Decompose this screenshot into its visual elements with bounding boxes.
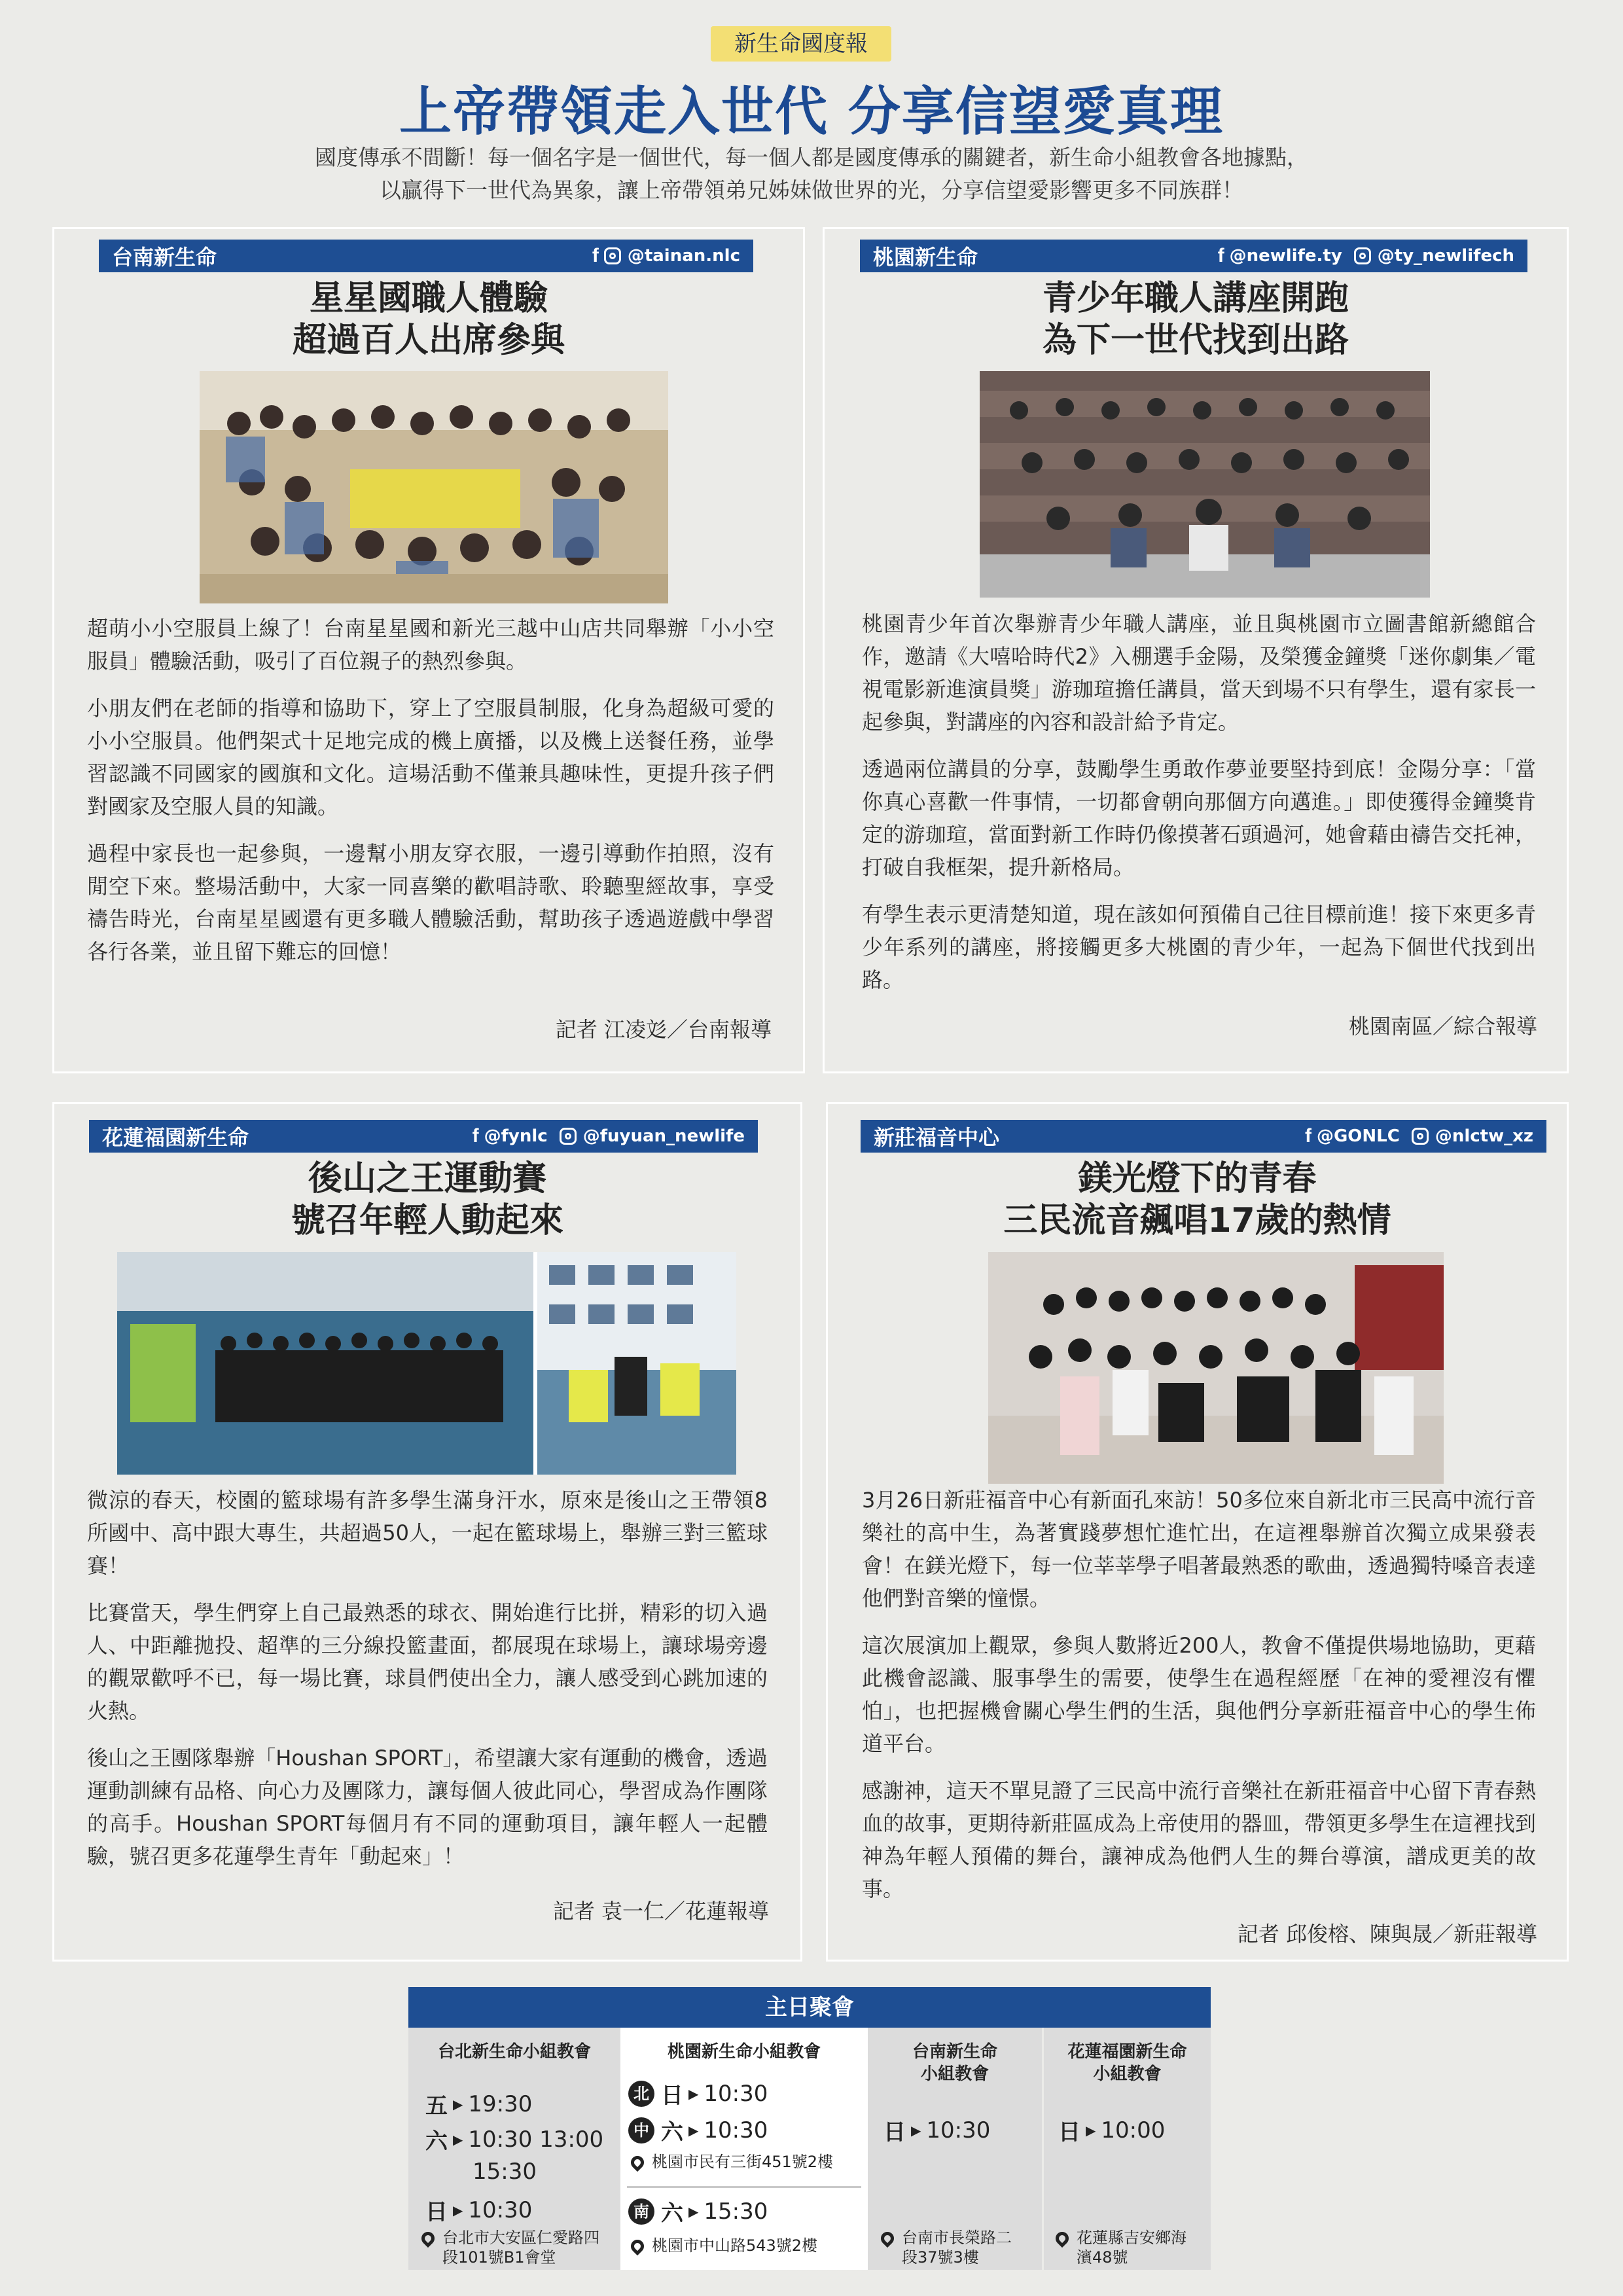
social-handle: @newlife.ty (1229, 246, 1342, 266)
church-name: 台南新生命 (112, 245, 217, 270)
church-name: 台北新生命小組教會 (437, 2042, 591, 2062)
arrow-icon: ▶ (453, 2131, 463, 2147)
social-link[interactable] (1218, 245, 1342, 267)
church-name (868, 2041, 1042, 2085)
paragraph: 小朋友們在老師的指導和協助下，穿上了空服員制服，化身為超級可愛的小小空服員。他們架式十足地完成的機上廣播，以及機上送餐任務，並學習認識不同國家的國旗和文化。這場活動不僅兼具趣味性，更提升孩子們對國家及空服人員的知識。 (87, 696, 774, 819)
intro-line: 以贏得下一世代為異象，讓上帝帶領弟兄姊妹做世界的光，分享信望愛影響更多不同族群！ (380, 177, 1243, 203)
address-line: 濱48號 (1077, 2248, 1128, 2267)
headline-line: 星星國職人體驗 (309, 279, 548, 318)
service-time (628, 2114, 768, 2146)
church-name: 桃園新生命 (873, 245, 978, 270)
paragraph: 微涼的春天，校園的籃球場有許多學生滿身汗水，原來是後山之王帶領8所國中、高中跟大專生，共超過50人，一起在籃球場上，舉辦三對三籃球賽！ (87, 1488, 768, 1578)
paragraph: 比賽當天，學生們穿上自己最熟悉的球衣、開始進行比拼，精彩的切入過人、中距離拋投、超準的三分線投籃畫面，都展現在球場上，讓球場旁邊的觀眾歡呼不已，每一場比賽，球員們使出全力，讓人感受到心跳加速的火熱。 (87, 1600, 768, 1723)
social-handles (1206, 245, 1514, 267)
day-label: 五 (425, 2093, 448, 2119)
district-badge: 中 (628, 2117, 654, 2144)
location-pin-icon (628, 2153, 647, 2172)
arrow-icon: ▶ (688, 2203, 699, 2219)
address-text (1077, 2228, 1186, 2267)
church-bar (99, 240, 753, 272)
facebook-icon: f (592, 245, 599, 266)
day-label: 日 (883, 2119, 906, 2145)
day-label: 六 (425, 2128, 448, 2155)
arrow-icon: ▶ (1086, 2122, 1096, 2138)
headline-line: 號召年輕人動起來 (291, 1201, 563, 1240)
paragraph: 透過兩位講員的分享，鼓勵學生勇敢作夢並要堅持到底！金陽分享：「當你真心喜歡一件事情，一切都會朝向那個方向邁進。」即使獲得金鐘獎肯定的游珈瑄，當面對新工作時仍像摸著石頭過河，她會藉由禱告交托神，打破自我框架，提升新格局。 (862, 757, 1536, 880)
byline: 記者 袁一仁／花蓮報導 (552, 1899, 769, 1924)
church-bar (89, 1120, 758, 1153)
facebook-icon: f (1217, 245, 1224, 266)
address-text (442, 2228, 599, 2267)
headline-line: 三民流音飆唱17歲的熱情 (1003, 1201, 1391, 1240)
address-line: 段37號3樓 (902, 2248, 979, 2267)
page-title: 上帝帶領走入世代 分享信望愛真理 (399, 81, 1224, 142)
time: 10:30 (926, 2117, 991, 2144)
social-link[interactable] (560, 1126, 745, 1146)
headline-line: 鎂光燈下的青春 (1078, 1159, 1317, 1198)
instagram-icon (1354, 247, 1371, 264)
article-headline (828, 1158, 1567, 1242)
social-link[interactable] (473, 1125, 548, 1147)
church-name-line: 花蓮福園新生命 (1067, 2042, 1187, 2062)
article-headline (54, 1158, 800, 1242)
day-label: 日 (1058, 2119, 1080, 2145)
time: 10:30 (704, 2080, 768, 2107)
schedule-column-hualien (1042, 2028, 1211, 2270)
article-card-tainan (52, 227, 805, 1073)
article-card-taoyuan (823, 227, 1569, 1073)
time: 15:30 (704, 2198, 768, 2225)
address[interactable] (628, 2236, 817, 2255)
article-photo (200, 371, 668, 603)
arrow-icon: ▶ (453, 2096, 463, 2112)
article-body (87, 612, 774, 982)
time: 15:30 (473, 2159, 537, 2185)
divider (627, 2186, 861, 2188)
time: 10:00 (1101, 2117, 1166, 2144)
time: 10:30 (468, 2197, 533, 2223)
facebook-icon: f (472, 1125, 479, 1147)
church-bar (861, 1120, 1546, 1153)
paragraph: 感謝神，這天不單見證了三民高中流行音樂社在新莊福音中心留下青春熱血的故事，更期待新莊區成為上帝使用的器皿，帶領更多學生在這裡找到神為年輕人預備的舞台，讓神成為他們人生的舞台導演，譜成更美的故事。 (862, 1778, 1536, 1901)
paragraph: 過程中家長也一起參與，一邊幫小朋友穿衣服，一邊引導動作拍照，沒有閒空下來。整場活動中，大家一同喜樂的歡唱詩歌、聆聽聖經故事，享受禱告時光，台南星星國還有更多職人體驗活動，幫助孩子透過遊戲中學習各行各業，並且留下難忘的回憶！ (87, 841, 774, 964)
address-line: 段101號B1會堂 (442, 2248, 556, 2267)
schedule-title: 主日聚會 (408, 1987, 1211, 2028)
address-text: 桃園市民有三街451號2樓 (652, 2153, 834, 2171)
article-photo (988, 1252, 1444, 1484)
church-name: 桃園新生命小組教會 (667, 2042, 821, 2062)
paragraph: 超萌小小空服員上線了！台南星星國和新光三越中山店共同舉辦「小小空服員」體驗活動，吸引了百位親子的熱烈參與。 (87, 616, 774, 673)
social-link[interactable] (1305, 1125, 1400, 1147)
social-handle: @GONLC (1316, 1126, 1400, 1146)
facebook-icon: f (1304, 1125, 1311, 1147)
address[interactable] (1053, 2228, 1186, 2267)
social-handle: @ty_newlifech (1377, 246, 1514, 266)
address-text: 桃園市中山路543號2樓 (652, 2236, 818, 2255)
social-handle: @nlctw_xz (1435, 1126, 1533, 1146)
paragraph: 後山之王團隊舉辦「Houshan SPORT」，希望讓大家有運動的機會，透過運動訓練有品格、向心力及團隊力，讓每個人彼此同心，學習成為作團隊的高手。Houshan SPORT每個月有不同的運動項目，讓年輕人一起體驗，號召更多花蓮學生青年「動起來」！ (87, 1746, 768, 1869)
day-label: 六 (661, 2119, 683, 2145)
social-handle: @tainan.nlc (627, 246, 740, 266)
arrow-icon: ▶ (453, 2202, 463, 2218)
byline: 記者 邱俊榕、陳與晟／新莊報導 (1237, 1922, 1537, 1946)
church-name (1044, 2041, 1211, 2085)
address-line: 台北市大安區仁愛路四 (442, 2229, 599, 2247)
article-card-hualien (52, 1102, 802, 1962)
social-handles (461, 1125, 745, 1147)
headline-line: 超過百人出席參與 (292, 321, 565, 360)
article-body (87, 1484, 768, 1887)
address[interactable] (419, 2228, 599, 2267)
service-time (425, 2123, 603, 2155)
article-body (862, 1484, 1536, 1920)
social-link[interactable] (592, 245, 740, 267)
article-photo (117, 1252, 736, 1475)
service-time (628, 2195, 768, 2227)
intro-line: 國度傳承不間斷！每一個名字是一個世代，每一個人都是國度傳承的關鍵者，新生命小組教會各地據點， (315, 145, 1308, 170)
article-headline (825, 278, 1567, 361)
service-time (883, 2114, 990, 2146)
day-label: 日 (425, 2199, 448, 2225)
church-name: 新莊福音中心 (874, 1125, 1000, 1150)
instagram-icon (604, 247, 621, 264)
location-pin-icon (878, 2229, 897, 2248)
kicker-badge: 新生命國度報 (711, 26, 891, 62)
district-badge: 南 (628, 2198, 654, 2225)
arrow-icon: ▶ (688, 2122, 699, 2138)
arrow-icon: ▶ (911, 2122, 921, 2138)
service-time (425, 2194, 532, 2226)
article-photo (980, 371, 1430, 598)
location-pin-icon (419, 2229, 437, 2248)
schedule-column-tainan (868, 2028, 1042, 2270)
byline: 記者 江凌彣／台南報導 (555, 1017, 772, 1042)
schedule-column-taipei (408, 2028, 620, 2270)
paragraph: 這次展演加上觀眾，參與人數將近200人，教會不僅提供場地協助，更藉此機會認識、服事學生的需要，使學生在過程經歷「在神的愛裡沒有懼怕」，也把握機會關心學生們的生活，與他們分享新莊福音中心的學生佈道平台。 (862, 1633, 1536, 1756)
service-time (1058, 2114, 1165, 2146)
service-time (425, 2088, 532, 2120)
social-handle: @fuyuan_newlife (582, 1126, 745, 1146)
social-link[interactable] (1354, 246, 1514, 266)
article-headline (54, 278, 803, 361)
service-time (473, 2159, 537, 2185)
arrow-icon: ▶ (688, 2085, 699, 2102)
day-label: 日 (661, 2083, 683, 2109)
time: 10:30 13:00 (468, 2126, 604, 2153)
byline: 桃園南區／綜合報導 (1348, 1014, 1537, 1039)
church-name: 花蓮福園新生命 (102, 1125, 249, 1150)
social-link[interactable] (1412, 1126, 1533, 1146)
headline-line: 為下一世代找到出路 (1042, 321, 1349, 360)
headline-line: 後山之王運動賽 (308, 1159, 546, 1198)
social-handles (580, 245, 740, 267)
time: 19:30 (468, 2090, 533, 2117)
instagram-icon (560, 1128, 577, 1145)
schedule-column-taoyuan (620, 2028, 868, 2270)
article-card-xinzhuang (826, 1102, 1569, 1962)
article-body (862, 607, 1536, 1011)
paragraph: 有學生表示更清楚知道，現在該如何預備自己往目標前進！接下來更多青少年系列的講座，將接觸更多大桃園的青少年，一起為下個世代找到出路。 (862, 902, 1536, 992)
paragraph: 桃園青少年首次舉辦青少年職人講座，並且與桃園市立圖書館新總館合作，邀請《大嘻哈時代2》入棚選手金陽，及榮獲金鐘獎「迷你劇集／電視電影新進演員獎」游珈瑄擔任講員，當天到場不只有學生，還有家長一起參與，對講座的內容和設計給予肯定。 (862, 611, 1536, 734)
intro-text (196, 141, 1427, 207)
church-bar (860, 240, 1527, 272)
church-name-line: 小組教會 (920, 2064, 989, 2084)
address[interactable] (878, 2228, 1012, 2267)
service-time (628, 2077, 768, 2109)
address-line: 花蓮縣吉安鄉海 (1077, 2229, 1186, 2247)
time: 10:30 (704, 2117, 768, 2144)
headline-line: 青少年職人講座開跑 (1042, 279, 1349, 318)
church-name-line: 台南新生命 (912, 2042, 997, 2062)
social-handle: @fynlc (484, 1126, 548, 1146)
instagram-icon (1412, 1128, 1429, 1145)
address[interactable] (628, 2152, 833, 2172)
address-text (902, 2228, 1012, 2267)
district-badge: 北 (628, 2081, 654, 2107)
church-name-line: 小組教會 (1093, 2064, 1162, 2084)
location-pin-icon (628, 2237, 647, 2255)
day-label: 六 (661, 2200, 683, 2227)
social-handles (1293, 1125, 1533, 1147)
location-pin-icon (1053, 2229, 1071, 2248)
address-line: 台南市長榮路二 (902, 2229, 1012, 2247)
paragraph: 3月26日新莊福音中心有新面孔來訪！50多位來自新北市三民高中流行音樂社的高中生，為著實踐夢想忙進忙出，在這裡舉辦首次獨立成果發表會！在鎂光燈下，每一位莘莘學子唱著最熟悉的歌曲，透過獨特嗓音表達他們對音樂的憧憬。 (862, 1488, 1536, 1611)
